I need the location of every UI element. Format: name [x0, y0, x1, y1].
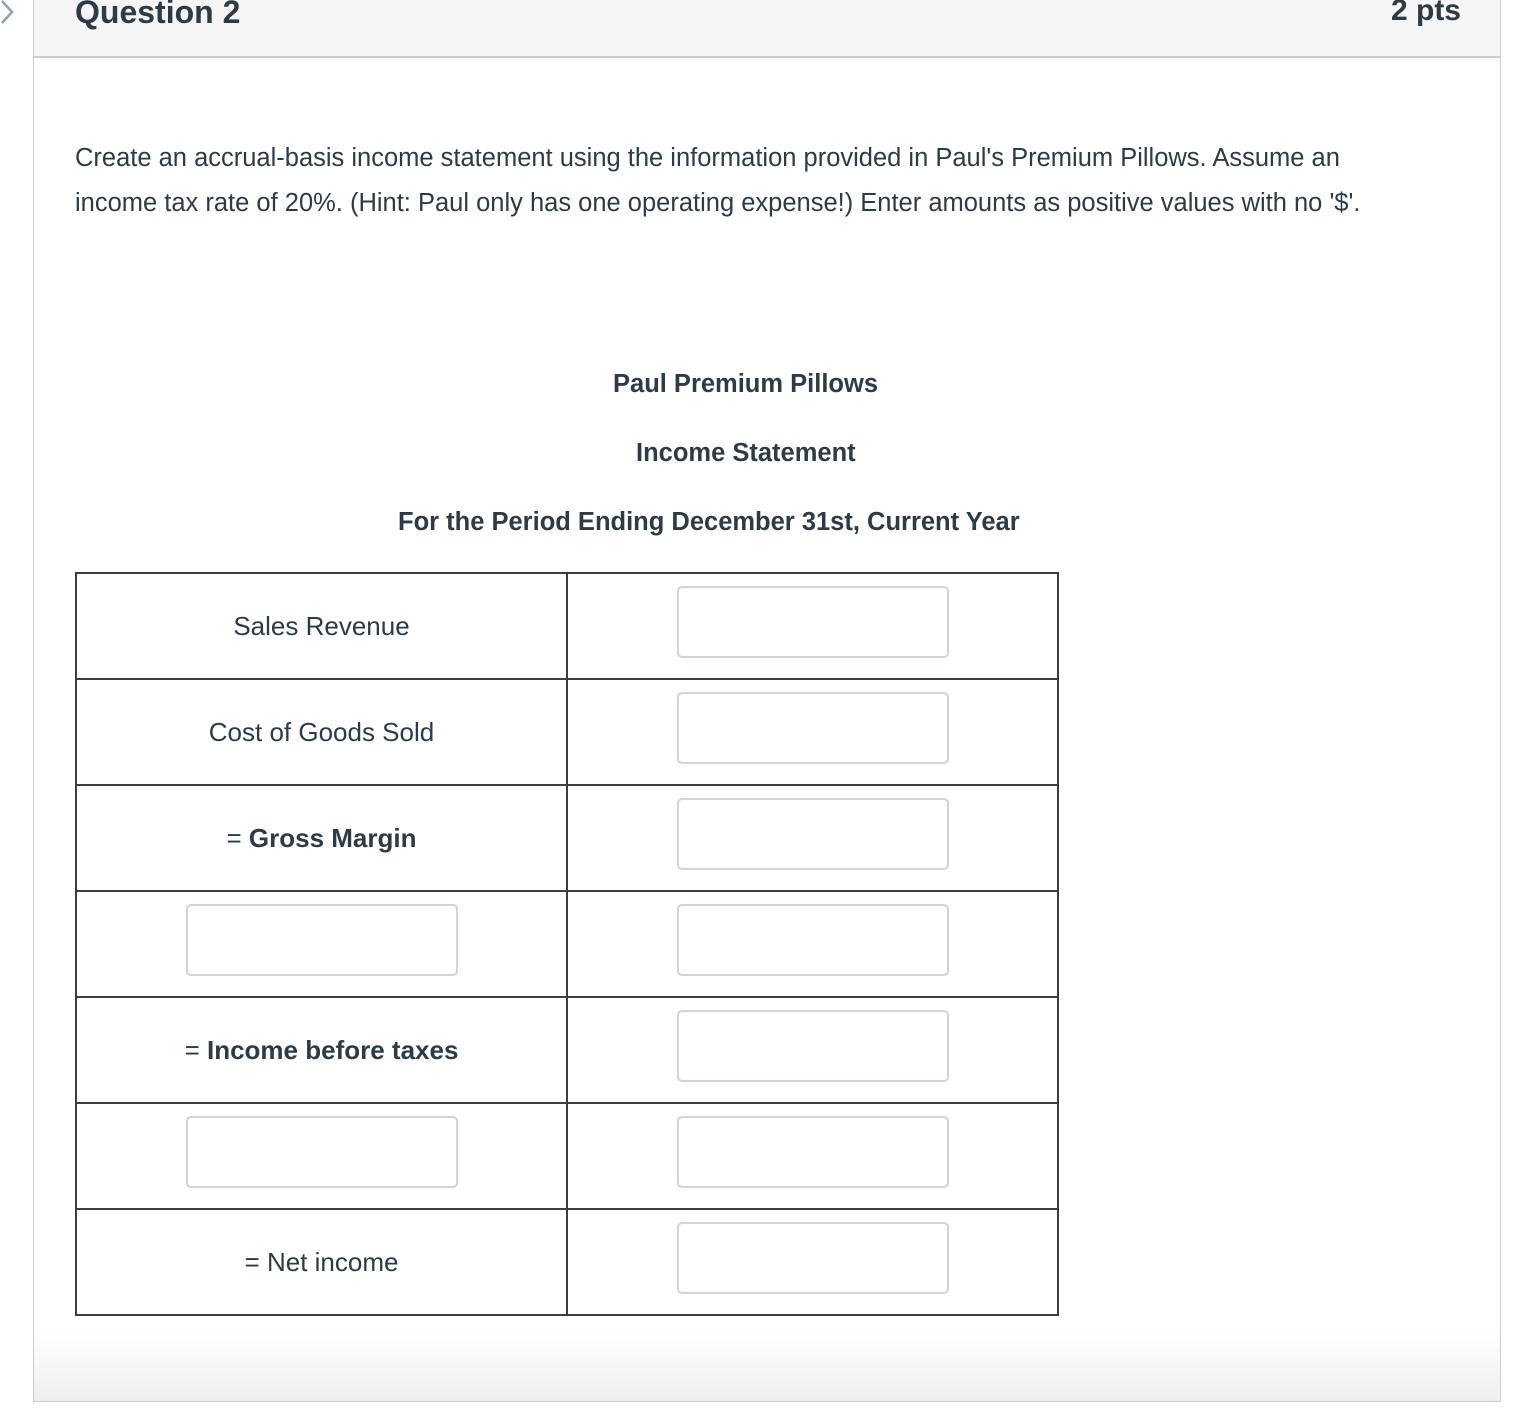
question-card [33, 0, 1501, 1402]
income-statement-table [75, 572, 1059, 1316]
table-row-tax-expense [76, 1103, 1058, 1209]
question-points: 2 pts [1390, 0, 1461, 27]
table-row-sales-revenue [76, 573, 1058, 679]
question-text: Create an accrual-basis income statement using the information provided in Paul's Premium Pillows. Assume an income tax rate of 20%. (Hint: Paul only has one operating expense!) Enter amounts as positive values with no '$'. [75, 144, 1361, 217]
row-amount-cell [567, 1209, 1058, 1315]
statement-title: Income Statement [636, 439, 856, 467]
cogs-amount-input[interactable] [677, 692, 949, 764]
net-income-amount-input[interactable] [677, 1222, 949, 1294]
row-label-cell [76, 679, 567, 785]
cogs-label: Cost of Goods Sold [208, 716, 435, 747]
row-label-cell [76, 997, 567, 1103]
row-label-cell [76, 785, 567, 891]
sales-revenue-amount-input[interactable] [677, 586, 949, 658]
income-before-taxes-label: Income before taxes [206, 1034, 459, 1065]
table-row-cogs [76, 679, 1058, 785]
row-label-cell [76, 1103, 567, 1209]
row-amount-cell [567, 785, 1058, 891]
card-footer-shade [34, 1331, 1500, 1401]
row-label-cell [76, 891, 567, 997]
row-amount-cell [567, 891, 1058, 997]
row-label-cell [76, 1209, 567, 1315]
row-label-cell [76, 573, 567, 679]
sales-revenue-label: Sales Revenue [233, 610, 410, 641]
income-before-taxes-amount-input[interactable] [677, 1010, 949, 1082]
gross-margin-prefix: = [226, 822, 249, 853]
row-amount-cell [567, 573, 1058, 679]
table-row-income-before-taxes [76, 997, 1058, 1103]
table-row-net-income [76, 1209, 1058, 1315]
statement-period: For the Period Ending December 31st, Current Year [398, 508, 1020, 536]
chevron-right-icon[interactable] [0, 0, 18, 28]
tax-expense-label-input[interactable] [186, 1116, 458, 1188]
gross-margin-amount-input[interactable] [677, 798, 949, 870]
row-amount-cell [567, 679, 1058, 785]
question-header [34, 0, 1500, 58]
row-amount-cell [567, 997, 1058, 1103]
net-income-label: = Net income [244, 1246, 399, 1277]
tax-expense-amount-input[interactable] [677, 1116, 949, 1188]
income-before-taxes-prefix: = [184, 1034, 207, 1065]
table-row-operating-expense [76, 891, 1058, 997]
question-title: Question 2 [75, 0, 241, 30]
row-amount-cell [567, 1103, 1058, 1209]
operating-expense-amount-input[interactable] [677, 904, 949, 976]
table-row-gross-margin [76, 785, 1058, 891]
gross-margin-label: Gross Margin [248, 822, 417, 853]
statement-company: Paul Premium Pillows [613, 370, 878, 398]
operating-expense-label-input[interactable] [186, 904, 458, 976]
